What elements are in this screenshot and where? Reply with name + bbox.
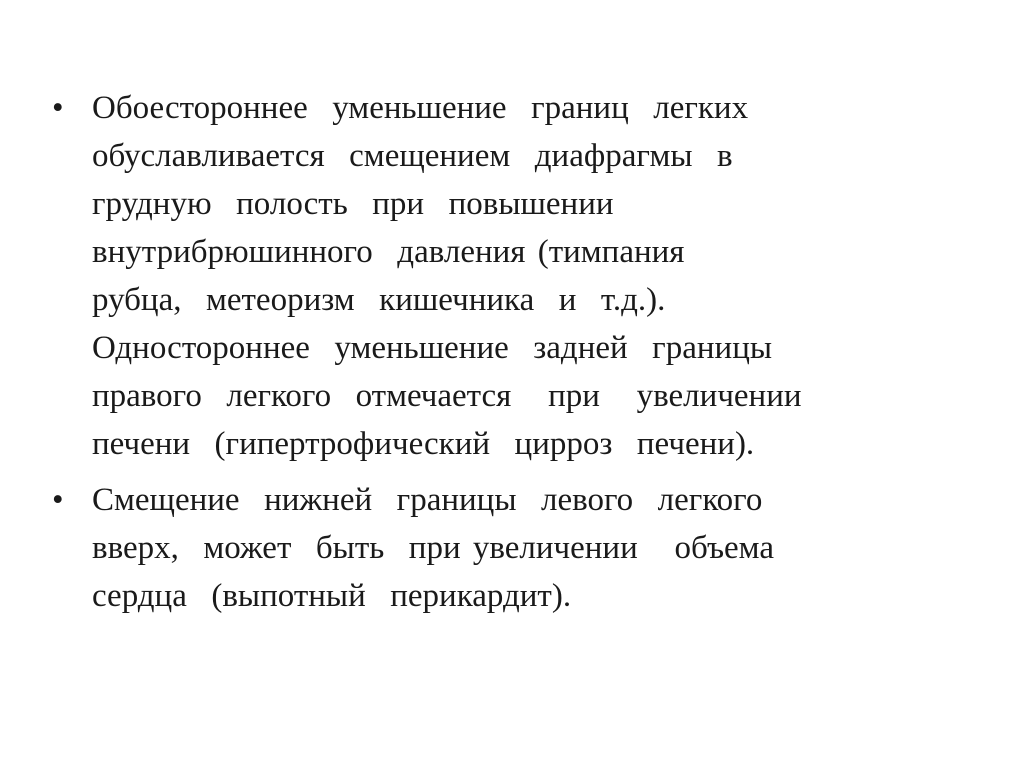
- text-line: Обоестороннее уменьшение границ легких: [92, 90, 749, 126]
- bullet-list: [52, 84, 952, 628]
- text-line: обуславливается смещением диафрагмы в: [92, 138, 733, 174]
- text-line: правого легкого отмечается при увеличении: [92, 378, 802, 414]
- text-line: Одностороннее уменьшение задней границы: [92, 330, 773, 366]
- text-line: грудную полость при повышении: [92, 186, 614, 222]
- bullet-icon: •: [52, 482, 64, 518]
- bullet-icon: •: [52, 90, 64, 126]
- text-line: сердца (выпотный перикардит).: [92, 578, 572, 614]
- text-line: рубца, метеоризм кишечника и т.д.).: [92, 282, 666, 318]
- bullet-item-left-lung-border-shift: [52, 476, 952, 620]
- bullet-item-lung-borders-reduction: [52, 84, 952, 468]
- text-line: Смещение нижней границы левого легкого: [92, 482, 763, 518]
- text-line: внутрибрюшинного давления (тимпания: [92, 234, 685, 270]
- text-line: печени (гипертрофический цирроз печени).: [92, 426, 755, 462]
- text-line: вверх, может быть при увеличении объема: [92, 530, 774, 566]
